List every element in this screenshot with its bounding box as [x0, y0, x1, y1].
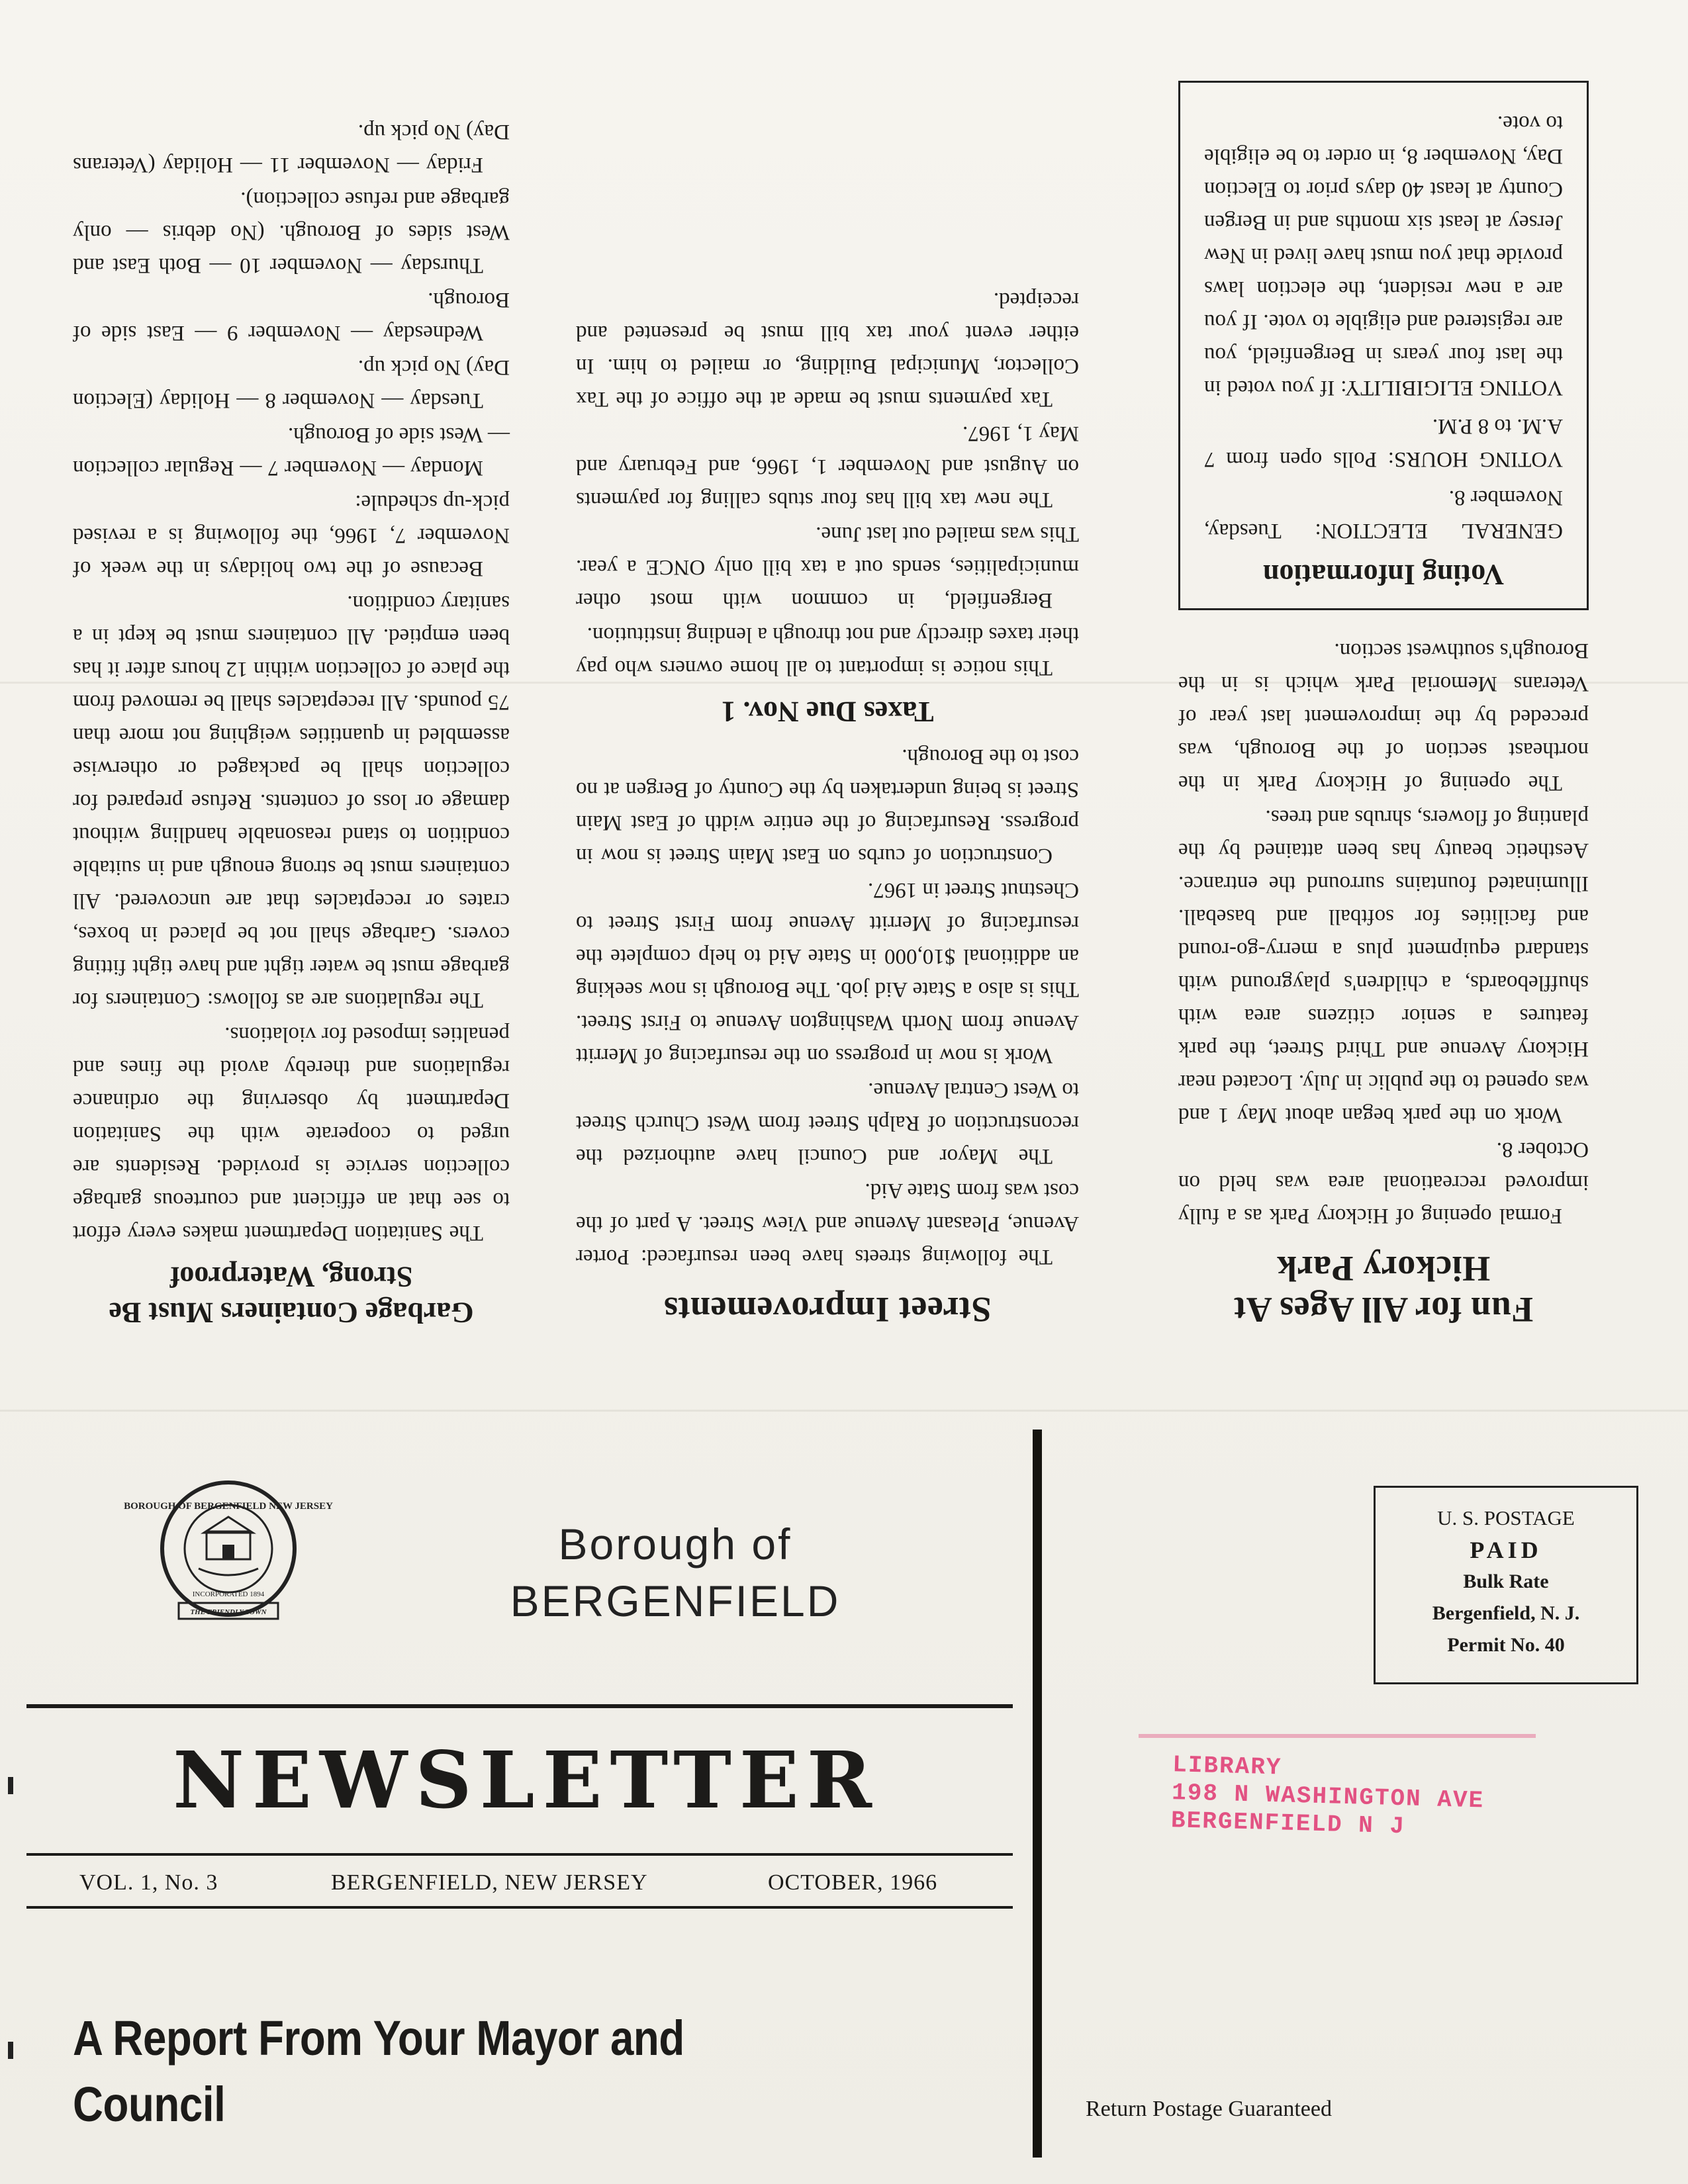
voting-paragraph: VOTING ELIGIBILITY: If you voted in the last four years in Bergenfield, you are registered and eligible to vote. If you are a new resident, the election laws provide that you must have lived in New Jersey at least six months and in Bergen County at least 40 days prior to Election Day, November 8, in order to be eligible to vote. — [1204, 111, 1563, 400]
newsletter-title: NEWSLETTER — [173, 1734, 880, 1826]
stamp-smudge — [1139, 1734, 1536, 1738]
voting-paragraph: GENERAL ELECTION: Tuesday, November 8. — [1204, 486, 1563, 543]
masthead-rule — [26, 1853, 1013, 1856]
address-stamp — [1170, 1751, 1622, 1846]
address-line: BERGENFIELD N J — [1170, 1807, 1406, 1841]
hickory-park-heading: Fun for All Ages At Hickory Park — [1233, 1249, 1534, 1330]
garbage-paragraph: The Sanitation Department makes every effort to see that an efficient and courteous garbage collection service is provided. Residents are urged to cooperate with the Sanitation Department by observing the ordinance regulations and thereby avoid the fines and penalties imposed for violations. — [73, 1023, 510, 1245]
streets-paragraph: The Mayor and Council have authorized the reconstruction of Ralph Street from West Church Street to West Central Avenue. — [576, 1078, 1079, 1168]
edge-mark — [8, 1777, 13, 1794]
fold-line — [0, 1410, 1688, 1412]
edge-mark — [8, 2042, 13, 2059]
voting-info-box — [1178, 81, 1589, 610]
column-garbage — [73, 114, 510, 1330]
masthead-rule — [26, 1704, 1013, 1708]
postage-line: U. S. POSTAGE — [1437, 1506, 1575, 1529]
return-postage-note: Return Postage Guaranteed — [1086, 2097, 1332, 2121]
borough-line-1: Borough of — [558, 1520, 792, 1569]
taxes-paragraph: The new tax bill has four stubs calling for payments on August and November 1, 1966, and February and May 1, 1967. — [576, 422, 1079, 512]
volume-number: VOL. 1, No. 3 — [79, 1870, 218, 1895]
address-line: LIBRARY — [1172, 1751, 1282, 1782]
postage-line: Bergenfield, N. J. — [1432, 1602, 1580, 1624]
seal-incorporated-text: INCORPORATED 1894 — [192, 1590, 265, 1598]
taxes-paragraph: This notice is important to all home owners who pay their taxes directly and not through a lending institution. — [576, 623, 1079, 680]
street-improvements-heading: Street Improvements — [663, 1290, 992, 1330]
taxes-paragraph: Tax payments must be made at the office of the Tax Collector, Municipal Building, or mailed to him. In either event your tax bill must be presented and receipted. — [576, 288, 1079, 411]
address-line: 198 N WASHINGTON AVE — [1171, 1779, 1485, 1815]
taxes-heading: Taxes Due Nov. 1 — [721, 696, 934, 728]
report-headline: A Report From Your Mayor and Council — [73, 2011, 684, 2132]
issue-date: OCTOBER, 1966 — [768, 1870, 938, 1895]
masthead-rule — [26, 1906, 1013, 1909]
schedule-item: Tuesday — November 8 — Holiday (Election Day) No pick up. — [73, 355, 510, 412]
hickory-paragraph: Formal opening of Hickory Park as a fully improved recreational area was held on October 8. — [1178, 1138, 1589, 1228]
mailing-divider — [1033, 1430, 1042, 2158]
garbage-heading: Garbage Containers Must Be Strong, Waterproof — [109, 1261, 474, 1329]
seal-motto-text: THE FRIENDLY TOWN — [190, 1608, 267, 1616]
schedule-item: Friday — November 11 — Holiday (Veterans Day) No pick up. — [73, 120, 510, 177]
hickory-paragraph: Work on the park began about May 1 and was opened to the public in July. Located near Hickory Avenue and Third Street, the park features a senior citizens area with shuffleboards, a children's playground with standard equipment plus a merry-go-round and facilities for softball and baseball. Illuminated fountains surround the entrance. Aesthetic beauty has been attained by the planting of flowers, shrubs and trees. — [1178, 805, 1589, 1127]
postage-indicia — [1374, 1486, 1638, 1684]
hickory-paragraph: The opening of Hickory Park in the northeast section of the Borough, was preceded by the improvement last year of Veterans Memorial Park which is in the Borough's southwest section. — [1178, 639, 1589, 795]
voting-heading: Voting Information — [1263, 559, 1504, 591]
postage-line: Bulk Rate — [1463, 1570, 1549, 1592]
borough-title — [410, 1516, 940, 1629]
postage-permit: Permit No. 40 — [1447, 1634, 1565, 1656]
schedule-item: Thursday — November 10 — Both East and West sides of Borough. (No debris — only garbage and refuse collection). — [73, 187, 510, 277]
issue-location: BERGENFIELD, NEW JERSEY — [331, 1870, 648, 1895]
garbage-paragraph: The regulations are as follows: Containers for garbage must be water tight and have tight fitting covers. Garbage shall not be placed in boxes, crates or receptacles that are uncovered. All containers must be strong enough and in suitable condition to stand reasonable handling without damage or loss of contents. Refuse prepared for collection shall be packaged or otherwise assembled in quantities weighing not more than 75 pounds. All receptacles shall be removed from the place of collection within 12 hours after it has been emptied. All containers must be kept in a sanitary condition. — [73, 591, 510, 1012]
postage-paid: PAID — [1470, 1537, 1542, 1563]
taxes-paragraph: Bergenfield, in common with most other municipalities, sends out a tax bill only ONCE a year. This was mailed out last June. — [576, 522, 1079, 612]
garbage-paragraph: Because of the two holidays in the week of November 7, 1966, the following is a revised pick-up schedule: — [73, 490, 510, 580]
column-streets-taxes — [576, 282, 1079, 1330]
borough-seal-icon — [124, 1476, 333, 1628]
streets-paragraph: The following streets have been resurfaced: Porter Avenue, Pleasant Avenue and View Street. A part of the cost was from State Aid. — [576, 1179, 1079, 1269]
schedule-item: Wednesday — November 9 — East side of Borough. — [73, 288, 510, 345]
borough-line-2: BERGENFIELD — [510, 1576, 841, 1625]
streets-paragraph: Work is now in progress on the resurfacing of Merritt Avenue from North Washington Avenue to First Street. This is also a State Aid job. The Borough is now seeking an additional $10,000 in State Aid to help complete the resurfacing of Merritt Avenue from First Street to Chestnut Street in 1967. — [576, 878, 1079, 1068]
column-hickory-voting — [1178, 81, 1589, 1330]
streets-paragraph: Construction of curbs on East Main Street is now in progress. Resurfacing of the entire width of East Main Street is being undertaken by the County of Bergen at no cost to the Borough. — [576, 745, 1079, 868]
voting-paragraph: VOTING HOURS: Polls open from 7 A.M. to 8 P.M. — [1204, 414, 1563, 471]
schedule-item: Monday — November 7 — Regular collection — West side of Borough. — [73, 423, 510, 480]
seal-ring-text: BOROUGH OF BERGENFIELD NEW JERSEY — [124, 1501, 333, 1512]
